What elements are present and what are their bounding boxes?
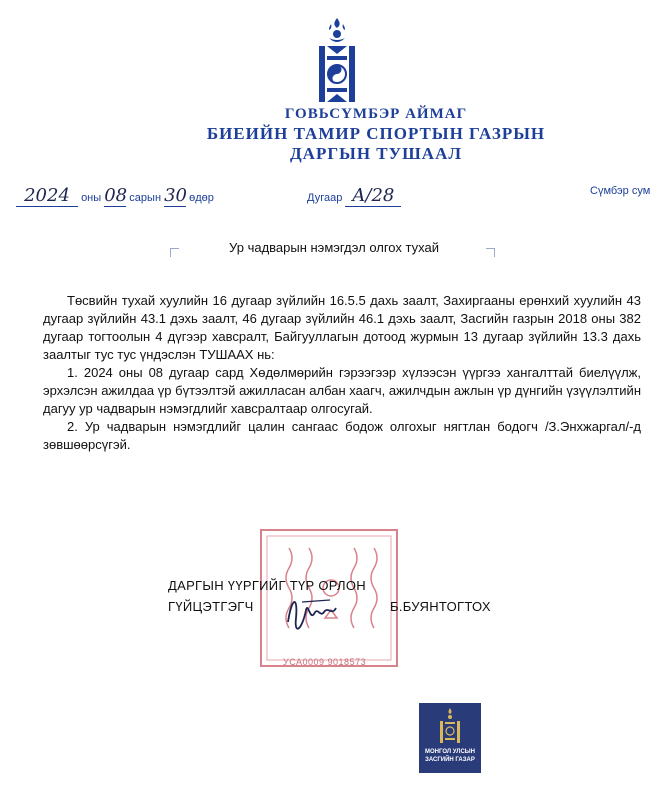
document-type-heading: ДАРГЫН ТУШААЛ [289, 144, 463, 163]
document-body [43, 292, 641, 454]
date-month: 08 [104, 185, 128, 206]
handwritten-signature [284, 592, 340, 640]
number-label: Дугаар [307, 192, 343, 204]
document-number [307, 185, 401, 207]
signer-role-line2: ГҮЙЦЭТГЭГЧ [168, 599, 254, 614]
seal-text [419, 748, 481, 764]
number-value: A/28 [345, 185, 401, 207]
seal-text-line1: МОНГОЛ УЛСЫН [425, 749, 475, 755]
date-month-suffix: сарын [129, 192, 162, 204]
document-title: Ур чадварын нэмэгдэл олгох тухай [229, 240, 439, 255]
org-region-heading: ГОВЬСҮМБЭР АЙМАГ [284, 106, 468, 122]
date-year-suffix: оны [81, 192, 102, 204]
stamp-code: УСА0009 9018573 [283, 657, 367, 667]
document-date [16, 185, 214, 207]
soyombo-emblem-icon [317, 18, 357, 110]
date-day-suffix: өдөр [189, 192, 214, 204]
body-paragraph-item-2: 2. Ур чадварын нэмэгдлийг цалин сангаас бодож олгохыг нягтлан бодогч /З.Энхжаргал/-д зөвшөөрсүгэй. [43, 419, 641, 452]
signer-name: Б.БУЯНТОГТОХ [390, 599, 491, 614]
body-paragraph-item-1: 1. 2024 оны 08 дугаар сард Хөдөлмөрийн гэрээгээр хүлээсэн үүргээ хангалттай биелүүлж, эрхэлсэн ажилдаа үр бүтээлтэй ажилласан албан хаагч, ажилчдын ажлын үр дүнгийн үзүүлэлтийн дагуу ур чадварын нэмэгдлийг хавсралтаар олгосугай. [43, 365, 641, 416]
date-day: 30 [164, 185, 187, 206]
seal-text-line2: ЗАСГИЙН ГАЗАР [425, 757, 475, 763]
signer-role-line1: ДАРГЫН ҮҮРГИЙГ ТҮР ОРЛОН [168, 578, 366, 593]
seal-soyombo-icon [439, 708, 461, 744]
document-place: Сүмбэр сум [590, 185, 651, 197]
org-name-heading: БИЕИЙН ТАМИР СПОРТЫН ГАЗРЫН [206, 124, 546, 143]
date-year: 2024 [16, 185, 78, 207]
body-paragraph-preamble: Төсвийн тухай хуулийн 16 дугаар зүйлийн 16.5.5 дахь заалт, Захиргааны ерөнхий хуулийн 43 дугаар зүйлийн 43.1 дэхь заалт, 46 дугаар зүйлийн 46.1 дэхь заалт, Засгийн газрын 2018 оны 382 дугаар тогтоолын 4 дүгээр хавсралт, Байгууллагын дотоод журмын 13 дугаар зүйлийн 13.3 дахь заалтыг тус тус үндэслэн ТУШААХ нь: [43, 293, 641, 362]
